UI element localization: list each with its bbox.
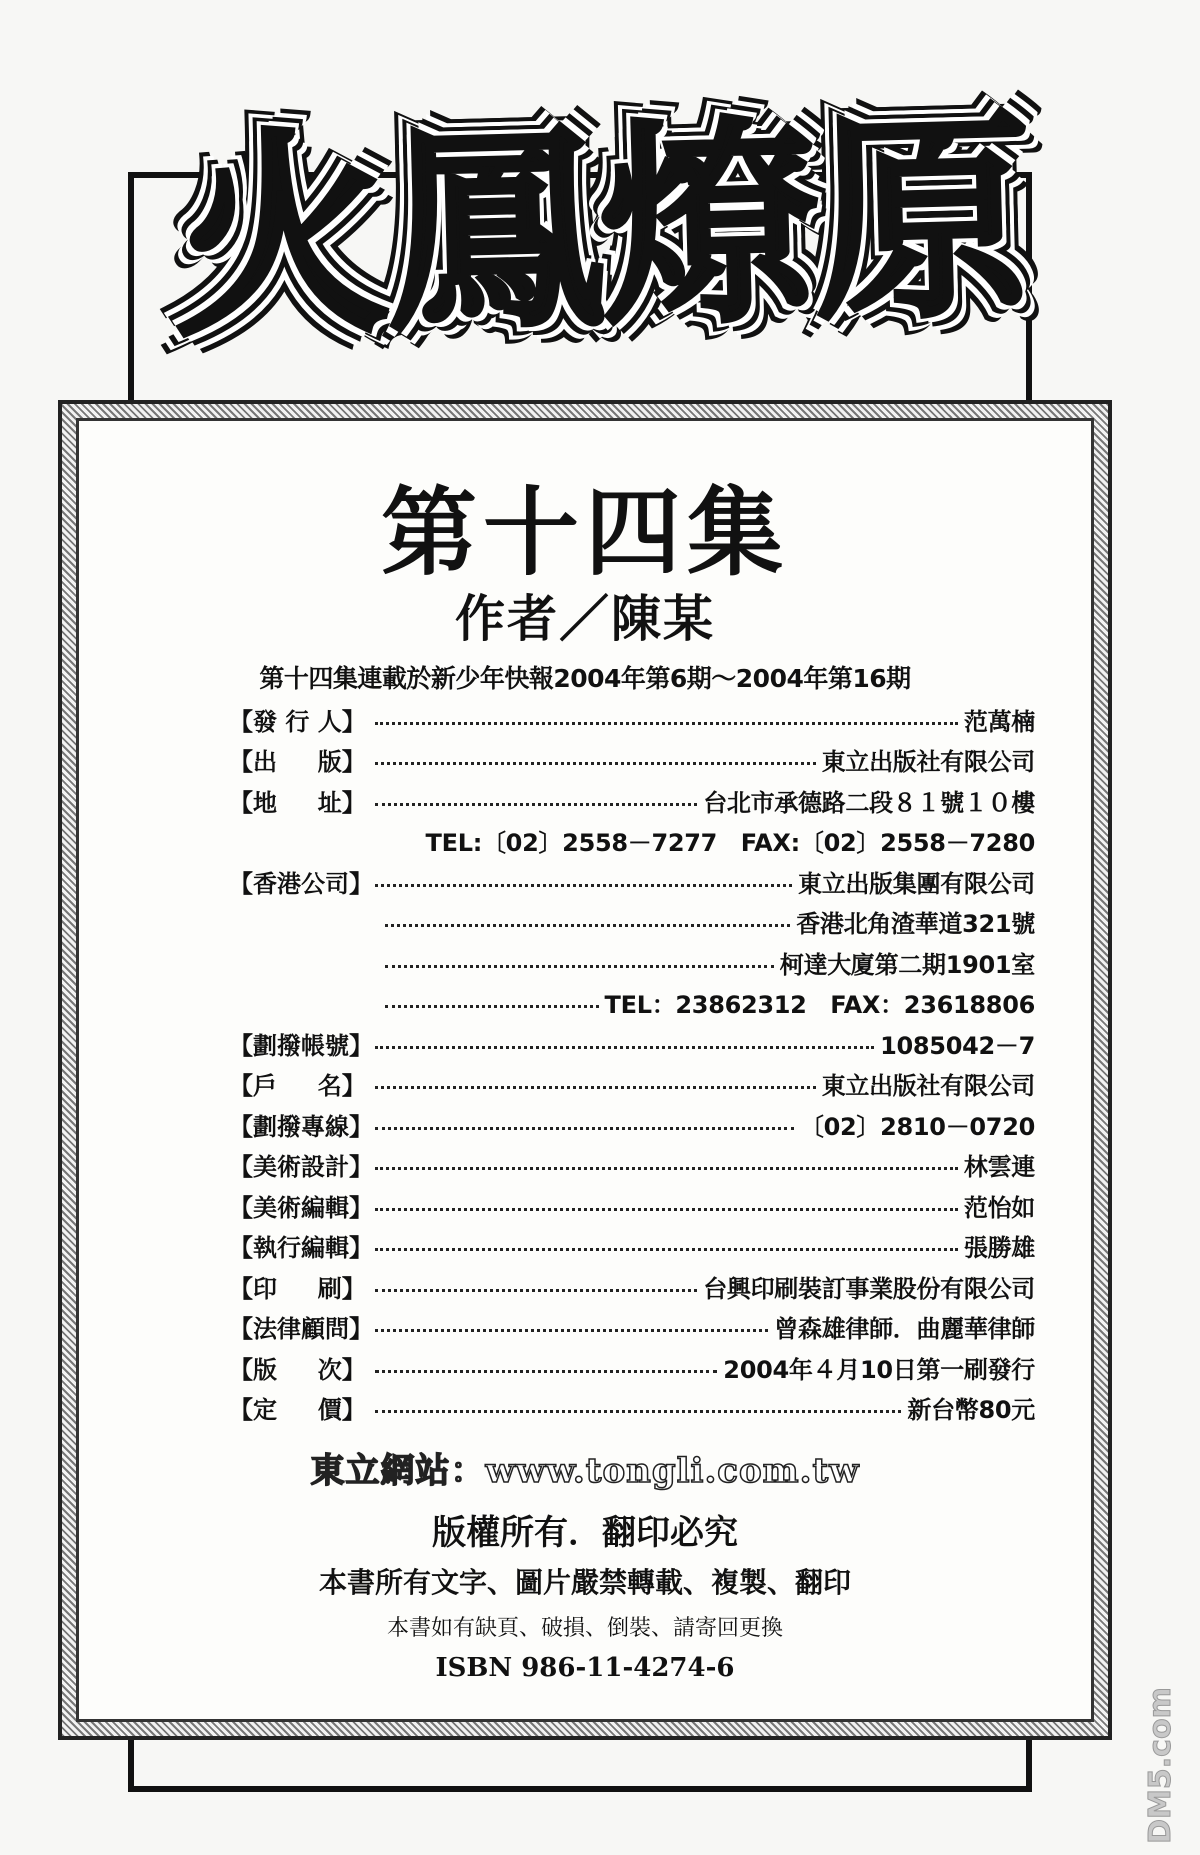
info-value: 東立出版集團有限公司 xyxy=(798,869,1035,898)
info-value: 〔02〕2810－0720 xyxy=(799,1112,1035,1141)
dotted-leader xyxy=(375,1370,717,1373)
info-label: 【印 刷】 xyxy=(229,1274,366,1303)
info-row-printing xyxy=(229,1266,1035,1307)
dotted-leader xyxy=(375,1208,958,1211)
info-label: 【執行編輯】 xyxy=(229,1234,373,1263)
info-row-exec-editor xyxy=(229,1226,1035,1267)
info-value: TEL:〔02〕2558－7277 FAX:〔02〕2558－7280 xyxy=(425,829,1035,858)
dotted-leader xyxy=(385,965,774,968)
info-row-art-editor xyxy=(229,1185,1035,1226)
dotted-leader xyxy=(375,1410,901,1413)
info-row-hk-address-1 xyxy=(229,902,1035,943)
info-label: 【劃撥帳號】 xyxy=(229,1031,373,1060)
volume-title: 第十四集 xyxy=(381,476,789,589)
info-label: 【美術編輯】 xyxy=(229,1193,373,1222)
info-row-hk-address-2 xyxy=(229,942,1035,983)
info-label: 【地 址】 xyxy=(229,788,366,817)
title-block xyxy=(150,70,1050,390)
info-label: 【版 次】 xyxy=(229,1355,366,1384)
serialization-note: 第十四集連載於新少年快報2004年第6期～2004年第16期 xyxy=(259,664,911,693)
dotted-leader xyxy=(375,1086,816,1089)
info-label: 【劃撥專線】 xyxy=(229,1112,373,1141)
info-value: 1085042－7 xyxy=(880,1031,1035,1060)
info-value: 台興印刷裝訂事業股份有限公司 xyxy=(703,1274,1035,1303)
colophon-panel-inner xyxy=(76,418,1094,1722)
dotted-leader xyxy=(375,884,792,887)
info-row-legal xyxy=(229,1307,1035,1348)
series-title: 火鳳燎原 xyxy=(168,91,1032,368)
info-row-art-design xyxy=(229,1145,1035,1186)
dotted-leader xyxy=(375,1127,794,1130)
reproduction-notice: 本書所有文字、圖片嚴禁轉載、複製、翻印 xyxy=(318,1566,851,1599)
dotted-leader xyxy=(375,1248,958,1251)
info-value: 范怡如 xyxy=(963,1193,1035,1222)
info-value: 東立出版社有限公司 xyxy=(821,748,1035,777)
info-label: 【香港公司】 xyxy=(229,869,373,898)
dotted-leader xyxy=(375,1046,874,1049)
dotted-leader xyxy=(375,803,697,806)
info-value: TEL：23862312 FAX：23618806 xyxy=(604,991,1035,1020)
info-label: 【定 價】 xyxy=(229,1396,366,1425)
dotted-leader xyxy=(375,1329,768,1332)
colophon-panel xyxy=(58,400,1112,1740)
info-row-publisher xyxy=(229,699,1035,740)
dotted-leader xyxy=(375,722,958,725)
info-value: 范萬楠 xyxy=(963,707,1035,736)
website-line: 東立網站：www.tongli.com.tw xyxy=(310,1451,860,1491)
info-value: 林雲連 xyxy=(963,1153,1035,1182)
dotted-leader xyxy=(385,924,790,927)
dotted-leader xyxy=(375,1289,697,1292)
info-value: 曾森雄律師．曲麗華律師 xyxy=(774,1315,1035,1344)
info-label: 【出 版】 xyxy=(229,748,366,777)
info-label: 【美術設計】 xyxy=(229,1153,373,1182)
info-value: 東立出版社有限公司 xyxy=(821,1072,1035,1101)
info-row-account-name xyxy=(229,1064,1035,1105)
info-label: 【戶 名】 xyxy=(229,1072,366,1101)
publication-info xyxy=(229,699,1035,1428)
info-value: 柯達大廈第二期1901室 xyxy=(779,950,1035,979)
info-row-edition xyxy=(229,1347,1035,1388)
info-row-account xyxy=(229,1023,1035,1064)
info-row-price xyxy=(229,1388,1035,1429)
info-row-publishing xyxy=(229,740,1035,781)
info-label: 【法律顧問】 xyxy=(229,1315,373,1344)
dotted-leader xyxy=(375,1167,958,1170)
author-line: 作者／陳某 xyxy=(455,589,715,648)
info-row-hk-company xyxy=(229,861,1035,902)
info-value: 張勝雄 xyxy=(963,1234,1035,1263)
info-row-address xyxy=(229,780,1035,821)
watermark-text: DM5.com xyxy=(1142,1686,1178,1844)
dotted-leader xyxy=(375,762,816,765)
info-row-phone xyxy=(229,821,1035,862)
copyright-notice: 版權所有．翻印必究 xyxy=(432,1513,738,1553)
info-value: 台北市承德路二段８１號１０樓 xyxy=(703,788,1035,817)
dotted-leader xyxy=(385,1005,599,1008)
info-label: 【發 行 人】 xyxy=(229,707,366,736)
info-value: 新台幣80元 xyxy=(907,1396,1035,1425)
defect-notice: 本書如有缺頁、破損、倒裝、請寄回更換 xyxy=(386,1616,783,1641)
info-row-hk-phone xyxy=(229,983,1035,1024)
info-row-hotline xyxy=(229,1104,1035,1145)
info-value: 2004年４月10日第一刷發行 xyxy=(723,1355,1035,1384)
info-value: 香港北角渣華道321號 xyxy=(796,910,1035,939)
watermark-logo xyxy=(1140,1686,1180,1844)
isbn: ISBN 986-11-4274-6 xyxy=(435,1653,735,1683)
